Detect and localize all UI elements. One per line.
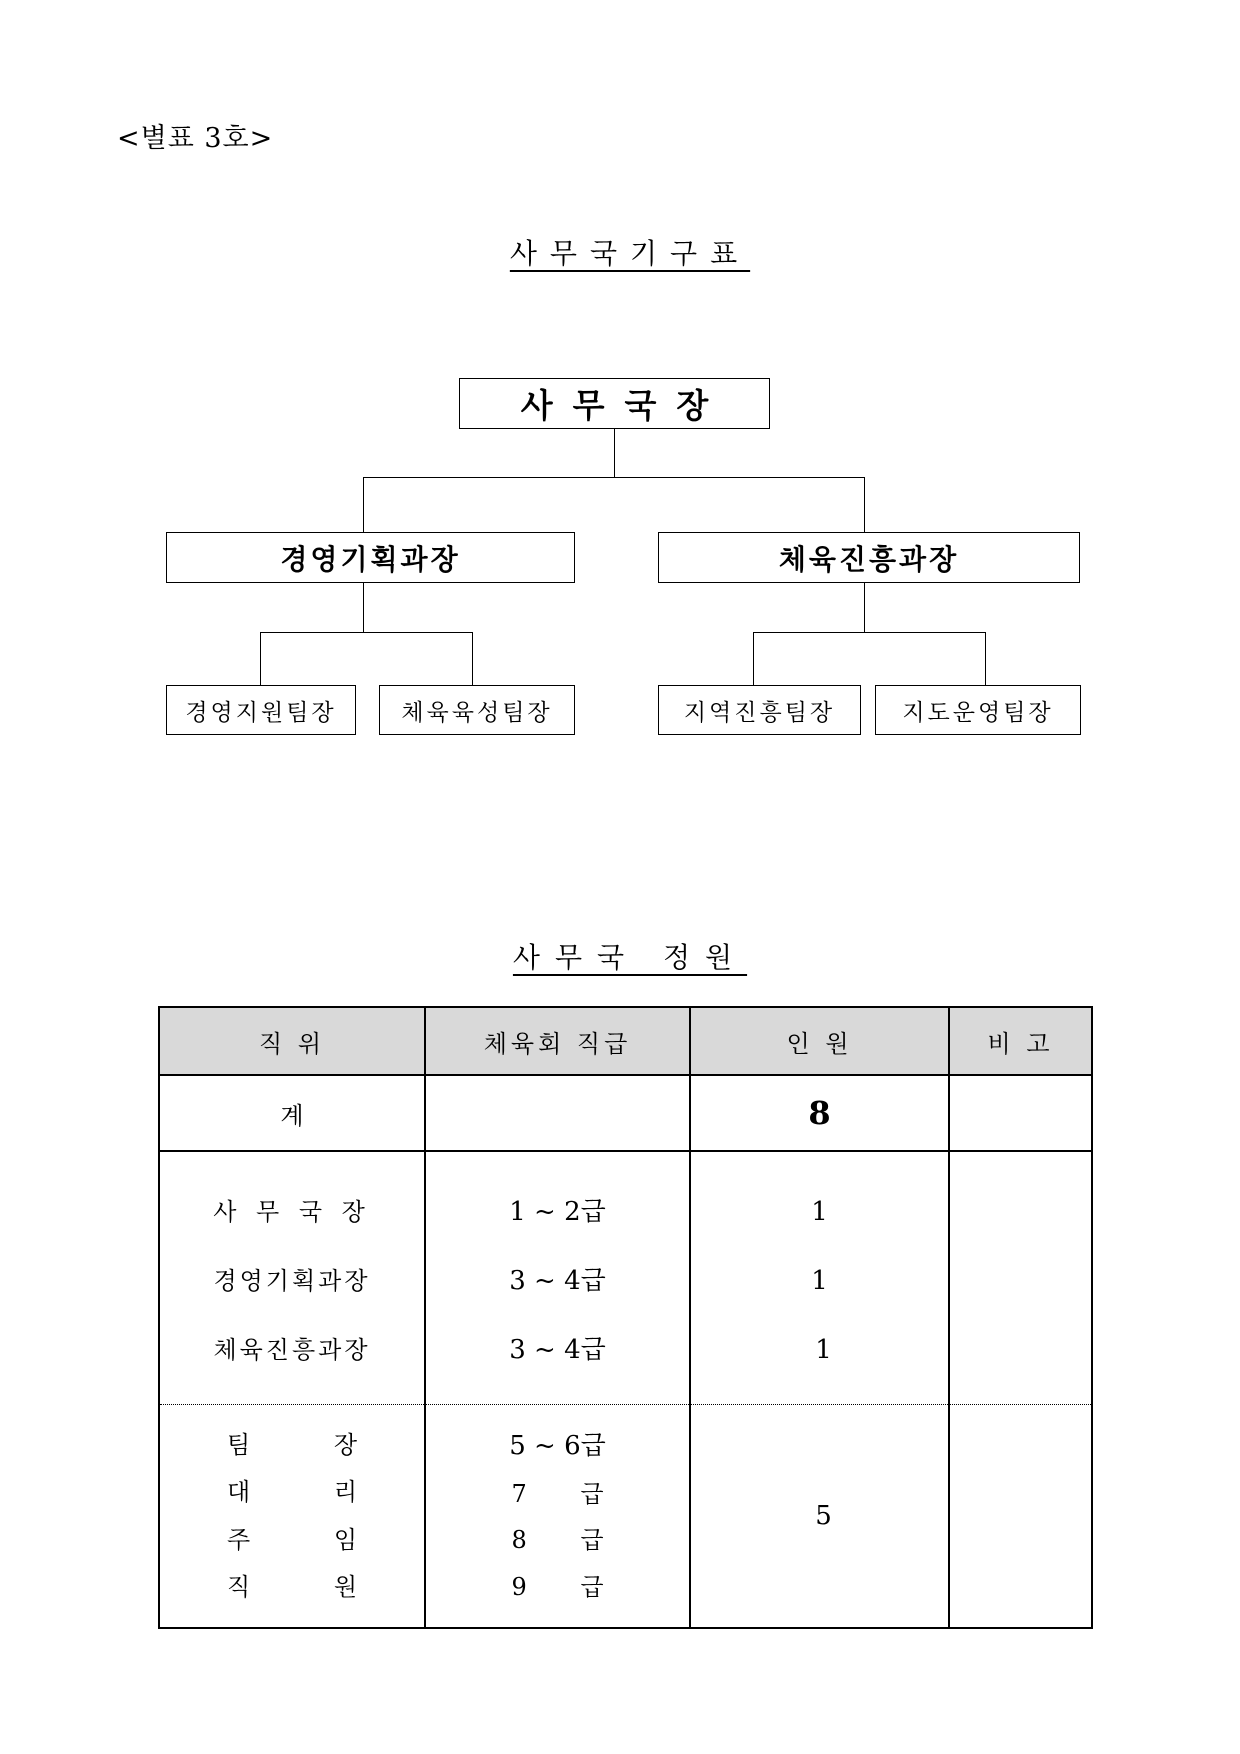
list-item: 7 급 (511, 1479, 604, 1508)
org-box-label: 지역진흥팀장 (683, 699, 836, 726)
manager-note (949, 1151, 1092, 1404)
staff-positions (159, 1404, 425, 1628)
list-item: 3 ~ 4급 (509, 1335, 606, 1366)
org-box-label: 지도운영팀장 (902, 699, 1054, 726)
list-item: 경영기획과장 (213, 1267, 371, 1296)
connector-line (864, 583, 865, 632)
list-item: 1 ~ 2급 (509, 1196, 606, 1227)
org-box-label: 체육육성팀장 (401, 699, 553, 726)
staffing-table (158, 1006, 1093, 1629)
list-item: 3 ~ 4급 (509, 1266, 606, 1297)
manager-counts (690, 1151, 949, 1404)
org-box-label: 경영기획과장 (280, 542, 461, 576)
org-box-team (379, 685, 575, 735)
org-box-division-planning (166, 532, 575, 583)
total-count: 8 (690, 1075, 949, 1151)
header-grade: 체육회 직급 (425, 1007, 690, 1075)
list-item: 1 (811, 1266, 828, 1297)
org-chart-title: 사무국기구표 (509, 237, 751, 270)
annex-label: <별표 3호> (117, 123, 274, 154)
connector-line (864, 477, 865, 532)
connector-line (363, 477, 865, 478)
list-item: 대 리 (227, 1478, 357, 1507)
connector-line (472, 632, 473, 685)
list-item: 팀 장 (227, 1431, 357, 1459)
org-box-label: 체육진흥과장 (778, 542, 960, 576)
table-row-staff (159, 1404, 1092, 1628)
org-box-team (658, 685, 861, 735)
header-count: 인 원 (690, 1007, 949, 1075)
connector-line (753, 632, 754, 685)
list-item: 사 무 국 장 (213, 1197, 371, 1226)
list-item: 9 급 (511, 1573, 604, 1601)
table-row-managers (159, 1151, 1092, 1404)
connector-line (985, 632, 986, 685)
total-note (949, 1075, 1092, 1151)
list-item: 5 ~ 6급 (509, 1430, 606, 1461)
org-box-division-sports (658, 532, 1080, 583)
connector-line (260, 632, 473, 633)
org-box-team (166, 685, 356, 735)
list-item: 1 (811, 1196, 828, 1227)
header-position: 직 위 (159, 1007, 425, 1075)
org-box-label: 사무국장 (520, 386, 729, 425)
header-note: 비 고 (949, 1007, 1092, 1075)
list-item: 1 (815, 1335, 832, 1366)
org-box-director (459, 378, 770, 429)
connector-line (363, 477, 364, 532)
staff-note (949, 1404, 1092, 1628)
table-header-row (159, 1007, 1092, 1075)
connector-line (753, 632, 986, 633)
org-box-label: 경영지원팀장 (185, 699, 337, 726)
manager-grades (425, 1151, 690, 1404)
connector-line (260, 632, 261, 685)
manager-positions (159, 1151, 425, 1404)
list-item: 주 임 (227, 1525, 357, 1554)
staff-count: 5 (690, 1404, 949, 1628)
staffing-title: 사무국 정원 (512, 941, 748, 974)
table-row-total (159, 1075, 1092, 1151)
org-box-team (875, 685, 1081, 735)
connector-line (614, 429, 615, 478)
list-item: 8 급 (511, 1526, 604, 1555)
list-item: 직 원 (227, 1572, 357, 1601)
staff-grades (425, 1404, 690, 1628)
total-grade (425, 1075, 690, 1151)
connector-line (363, 583, 364, 632)
total-label: 계 (159, 1075, 425, 1151)
list-item: 체육진흥과장 (213, 1336, 371, 1365)
